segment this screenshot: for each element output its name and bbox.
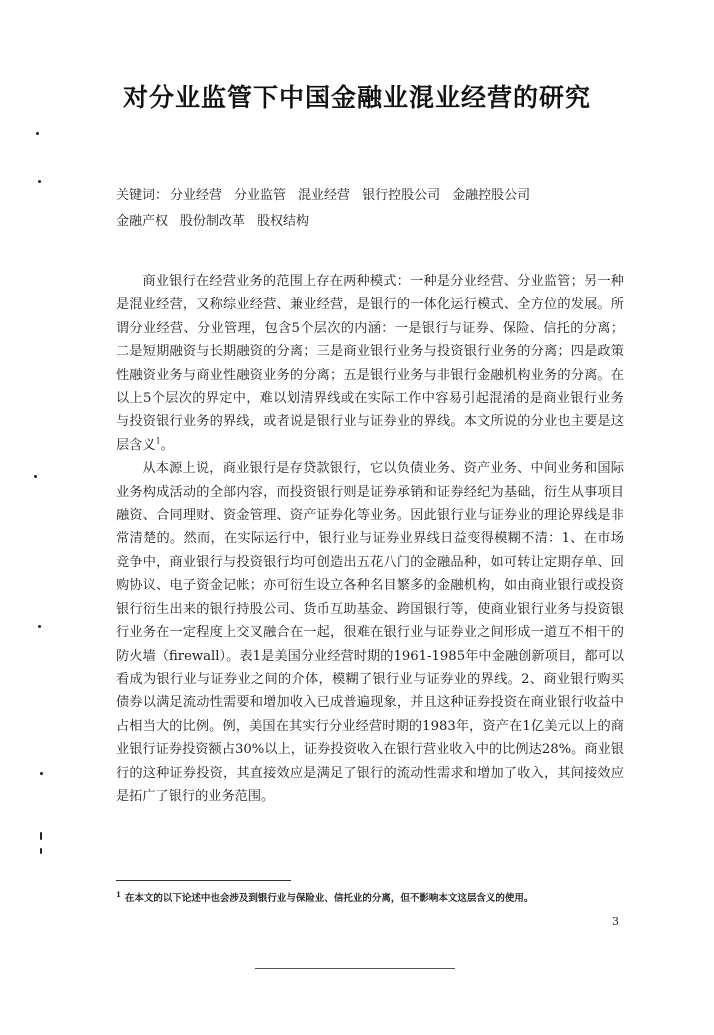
- paragraph: [116, 457, 624, 808]
- keyword: 股份制改革: [180, 214, 246, 229]
- keywords-block: [116, 183, 636, 235]
- paragraph-text: 商业银行在经营业务的范围上存在两种模式：一种是分业经营、分业监管；另一种是混业经营，又称综业经营、兼业经营，是银行的一体化运行模式、全方位的发展。所谓分业经营、分业管理，包含5个层次的内涵：一是银行与证券、保险、信托的分离；二是短期融资与长期融资的分离；三是商业银行业务与投资银行业务的分离；四是政策性融资业务与商业性融资业务的分离；五是银行业务与非银行金融机构业务的分离。在以上5个层次的界定中，难以划清界线或在实际工作中容易引起混淆的是商业银行业务与投资银行业务的界线，或者说是银行业与证券业的界线。本文所说的分业也主要是这层含义: [116, 274, 624, 453]
- footnote: [116, 887, 636, 907]
- scan-speck: [38, 625, 41, 628]
- scan-speck: [38, 180, 41, 183]
- scan-speck: [34, 475, 37, 478]
- scan-speck: [40, 848, 42, 854]
- body-text: [116, 270, 624, 808]
- paragraph-end: 。: [160, 437, 174, 453]
- footnote-divider: [116, 880, 291, 881]
- bottom-scan-line: [255, 968, 455, 969]
- footnote-text: 在本文的以下论述中也会涉及到银行业与保险业、信托业的分离，但不影响本文这层含义的使用。: [124, 893, 534, 905]
- footnote-mark: 1: [116, 890, 121, 899]
- page-number: 3: [612, 915, 619, 928]
- paragraph: [116, 270, 624, 457]
- keyword: 银行控股公司: [362, 188, 441, 203]
- keyword: 分业经营: [170, 188, 223, 203]
- keywords-label: 关键词：: [116, 188, 169, 203]
- keyword: 金融控股公司: [452, 188, 531, 203]
- scan-speck: [40, 772, 43, 775]
- keyword: 分业监管: [234, 188, 287, 203]
- keyword: 混业经营: [298, 188, 351, 203]
- scan-speck: [36, 132, 39, 135]
- keyword: 金融产权: [116, 214, 169, 229]
- paragraph-text: 从本源上说，商业银行是存贷款银行，它以负债业务、资产业务、中间业务和国际业务构成活动的全部内容，而投资银行则是证券承销和证券经纪为基础，衍生从事项目融资、合同理财、资金管理、资产证券化等业务。因此银行业与证券业的理论界线是非常清楚的。然而，在实际运行中，银行业与证券业界线日益变得模糊不清：1、在市场竞争中，商业银行与投资银行均可创造出五花八门的金融品种，如可转让定期存单、回购协议、电子资金记帐；亦可衍生设立各种名目繁多的金融机构，如由商业银行或投资银行衍生出来的银行持股公司、货币互助基金、跨国银行等，使商业银行业务与投资银行业务在一定程度上交叉融合在一起，很难在银行业与证券业之间形成一道互不相干的防火墙（firewall）。表1是美国分业经营时期的1961-1985年中金融创新项目，都可以看成为银行业与证券业之间的介体，模糊了银行业与证券业的界线。2、商业银行购买债券以满足流动性需要和增加收入已成普遍现象，并且这种证券投资在商业银行收益中占相当大的比例。例，美国在其实行分业经营时期的1983年，资产在1亿美元以上的商业银行证券投资额占30%以上，证券投资收入在银行营业收入中的比例达28%。商业银行的这种证券投资，其直接效应是满足了银行的流动性需求和增加了收入，其间接效应是拓广了银行的业务范围。: [116, 461, 624, 804]
- footnote-reference: 1: [155, 436, 161, 446]
- keyword: 股权结构: [257, 214, 310, 229]
- page-title: 对分业监管下中国金融业混业经营的研究: [122, 83, 591, 112]
- scan-speck: [40, 832, 42, 840]
